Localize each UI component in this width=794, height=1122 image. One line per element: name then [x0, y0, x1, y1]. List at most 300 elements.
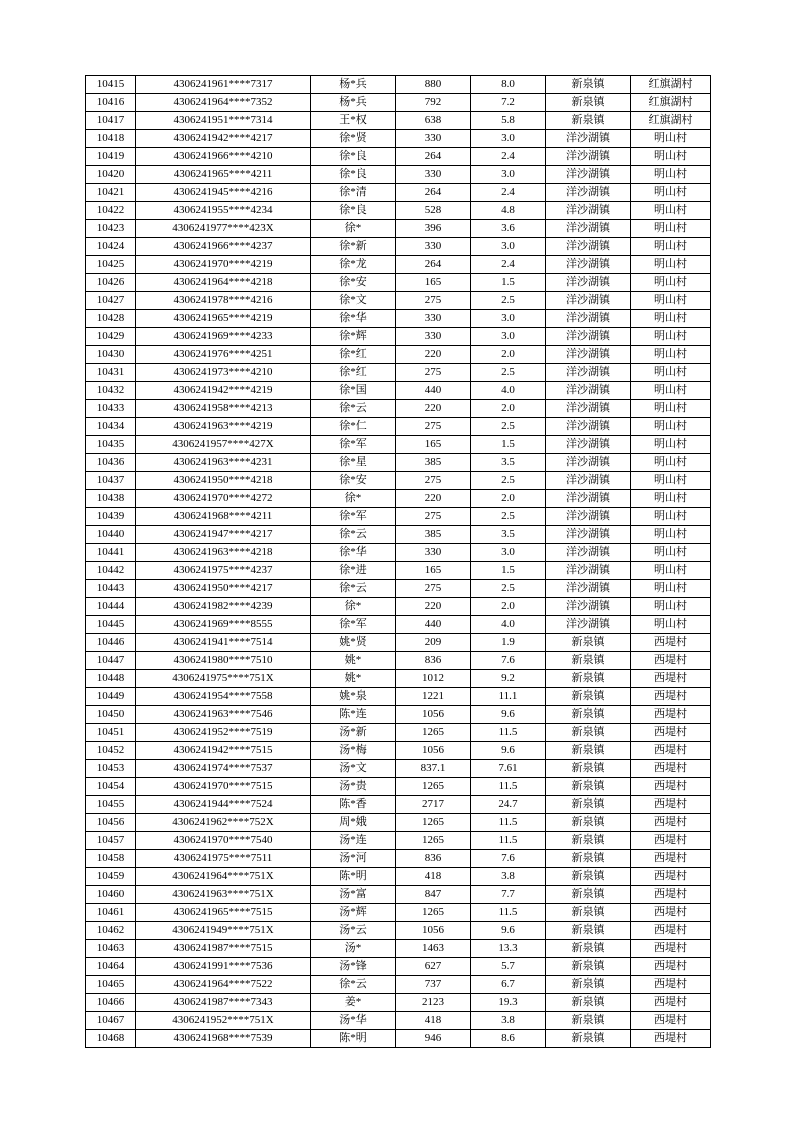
table-row: [86, 364, 711, 382]
cell-serial-number: 10431: [86, 364, 136, 382]
cell-area-value: 11.5: [471, 724, 546, 742]
cell-town: 新泉镇: [546, 1012, 631, 1030]
cell-village: 红旗湖村: [631, 112, 711, 130]
cell-village: 西堤村: [631, 670, 711, 688]
cell-village: 西堤村: [631, 796, 711, 814]
table-row: [86, 436, 711, 454]
cell-village: 明山村: [631, 328, 711, 346]
cell-amount: 1221: [396, 688, 471, 706]
cell-town: 洋沙湖镇: [546, 310, 631, 328]
cell-amount: 440: [396, 616, 471, 634]
cell-person-name: 陈*香: [311, 796, 396, 814]
cell-area-value: 11.5: [471, 832, 546, 850]
cell-id-number: 4306241945****4216: [136, 184, 311, 202]
cell-town: 洋沙湖镇: [546, 598, 631, 616]
cell-serial-number: 10415: [86, 76, 136, 94]
cell-village: 明山村: [631, 238, 711, 256]
cell-serial-number: 10464: [86, 958, 136, 976]
cell-amount: 847: [396, 886, 471, 904]
cell-amount: 1012: [396, 670, 471, 688]
cell-serial-number: 10427: [86, 292, 136, 310]
cell-town: 洋沙湖镇: [546, 292, 631, 310]
table-row: [86, 652, 711, 670]
cell-area-value: 2.5: [471, 364, 546, 382]
cell-village: 明山村: [631, 418, 711, 436]
cell-person-name: 徐*安: [311, 274, 396, 292]
cell-area-value: 2.4: [471, 256, 546, 274]
cell-town: 洋沙湖镇: [546, 274, 631, 292]
table-row: [86, 940, 711, 958]
table-row: [86, 526, 711, 544]
cell-area-value: 5.7: [471, 958, 546, 976]
table-row: [86, 94, 711, 112]
table-row: [86, 634, 711, 652]
cell-id-number: 4306241952****7519: [136, 724, 311, 742]
table-row: [86, 490, 711, 508]
cell-village: 明山村: [631, 346, 711, 364]
cell-amount: 165: [396, 562, 471, 580]
cell-serial-number: 10429: [86, 328, 136, 346]
cell-id-number: 4306241947****4217: [136, 526, 311, 544]
cell-area-value: 8.0: [471, 76, 546, 94]
cell-village: 明山村: [631, 508, 711, 526]
cell-village: 明山村: [631, 166, 711, 184]
cell-area-value: 3.0: [471, 310, 546, 328]
cell-id-number: 4306241973****4210: [136, 364, 311, 382]
cell-person-name: 徐*安: [311, 472, 396, 490]
cell-town: 洋沙湖镇: [546, 166, 631, 184]
cell-area-value: 3.0: [471, 166, 546, 184]
cell-area-value: 2.4: [471, 148, 546, 166]
cell-serial-number: 10459: [86, 868, 136, 886]
cell-amount: 330: [396, 328, 471, 346]
cell-town: 洋沙湖镇: [546, 418, 631, 436]
cell-amount: 275: [396, 418, 471, 436]
cell-town: 新泉镇: [546, 832, 631, 850]
cell-person-name: 姚*: [311, 652, 396, 670]
table-row: [86, 76, 711, 94]
cell-town: 洋沙湖镇: [546, 220, 631, 238]
cell-village: 明山村: [631, 220, 711, 238]
cell-amount: 275: [396, 364, 471, 382]
cell-village: 西堤村: [631, 652, 711, 670]
cell-serial-number: 10445: [86, 616, 136, 634]
cell-person-name: 徐*仁: [311, 418, 396, 436]
cell-person-name: 徐*军: [311, 508, 396, 526]
table-row: [86, 346, 711, 364]
cell-serial-number: 10443: [86, 580, 136, 598]
cell-serial-number: 10446: [86, 634, 136, 652]
cell-id-number: 4306241974****7537: [136, 760, 311, 778]
cell-person-name: 徐*云: [311, 580, 396, 598]
cell-person-name: 王*权: [311, 112, 396, 130]
cell-id-number: 4306241949****751X: [136, 922, 311, 940]
cell-id-number: 4306241942****4217: [136, 130, 311, 148]
table-row: [86, 616, 711, 634]
cell-person-name: 徐*贤: [311, 130, 396, 148]
cell-serial-number: 10466: [86, 994, 136, 1012]
cell-area-value: 1.5: [471, 274, 546, 292]
cell-id-number: 4306241963****4218: [136, 544, 311, 562]
cell-area-value: 1.9: [471, 634, 546, 652]
cell-area-value: 7.6: [471, 652, 546, 670]
cell-id-number: 4306241975****751X: [136, 670, 311, 688]
cell-area-value: 2.5: [471, 508, 546, 526]
cell-serial-number: 10453: [86, 760, 136, 778]
cell-person-name: 汤*新: [311, 724, 396, 742]
cell-village: 明山村: [631, 364, 711, 382]
cell-person-name: 徐*良: [311, 166, 396, 184]
table-row: [86, 598, 711, 616]
cell-person-name: 姚*: [311, 670, 396, 688]
cell-person-name: 徐*辉: [311, 328, 396, 346]
table-row: [86, 328, 711, 346]
cell-serial-number: 10419: [86, 148, 136, 166]
cell-amount: 396: [396, 220, 471, 238]
cell-id-number: 4306241969****8555: [136, 616, 311, 634]
cell-id-number: 4306241970****4272: [136, 490, 311, 508]
cell-amount: 837.1: [396, 760, 471, 778]
cell-area-value: 4.0: [471, 616, 546, 634]
table-row: [86, 670, 711, 688]
cell-serial-number: 10450: [86, 706, 136, 724]
cell-town: 新泉镇: [546, 94, 631, 112]
cell-person-name: 徐*国: [311, 382, 396, 400]
cell-person-name: 徐*良: [311, 202, 396, 220]
cell-amount: 1265: [396, 778, 471, 796]
cell-area-value: 3.0: [471, 544, 546, 562]
cell-id-number: 4306241965****7515: [136, 904, 311, 922]
cell-person-name: 徐*军: [311, 436, 396, 454]
cell-id-number: 4306241961****7317: [136, 76, 311, 94]
cell-village: 明山村: [631, 148, 711, 166]
table-row: [86, 220, 711, 238]
cell-town: 新泉镇: [546, 940, 631, 958]
cell-serial-number: 10451: [86, 724, 136, 742]
subsidy-table: [85, 75, 711, 1048]
table-row: [86, 832, 711, 850]
cell-id-number: 4306241966****4237: [136, 238, 311, 256]
cell-area-value: 9.2: [471, 670, 546, 688]
cell-area-value: 6.7: [471, 976, 546, 994]
cell-amount: 275: [396, 292, 471, 310]
cell-serial-number: 10432: [86, 382, 136, 400]
cell-village: 明山村: [631, 436, 711, 454]
table-row: [86, 418, 711, 436]
cell-amount: 264: [396, 148, 471, 166]
table-row: [86, 958, 711, 976]
cell-area-value: 19.3: [471, 994, 546, 1012]
cell-town: 洋沙湖镇: [546, 328, 631, 346]
cell-id-number: 4306241963****4219: [136, 418, 311, 436]
cell-area-value: 24.7: [471, 796, 546, 814]
cell-village: 明山村: [631, 400, 711, 418]
cell-village: 西堤村: [631, 940, 711, 958]
cell-person-name: 徐*良: [311, 148, 396, 166]
table-row: [86, 850, 711, 868]
cell-id-number: 4306241970****7515: [136, 778, 311, 796]
cell-area-value: 1.5: [471, 436, 546, 454]
cell-town: 新泉镇: [546, 688, 631, 706]
cell-person-name: 徐*星: [311, 454, 396, 472]
table-row: [86, 886, 711, 904]
cell-serial-number: 10449: [86, 688, 136, 706]
cell-amount: 275: [396, 580, 471, 598]
cell-area-value: 3.8: [471, 868, 546, 886]
cell-serial-number: 10418: [86, 130, 136, 148]
cell-area-value: 3.5: [471, 454, 546, 472]
cell-area-value: 7.61: [471, 760, 546, 778]
cell-village: 西堤村: [631, 922, 711, 940]
cell-person-name: 汤*锋: [311, 958, 396, 976]
cell-person-name: 陈*明: [311, 868, 396, 886]
cell-town: 新泉镇: [546, 652, 631, 670]
cell-amount: 275: [396, 508, 471, 526]
cell-id-number: 4306241964****751X: [136, 868, 311, 886]
cell-person-name: 徐*云: [311, 400, 396, 418]
cell-town: 新泉镇: [546, 634, 631, 652]
cell-amount: 440: [396, 382, 471, 400]
cell-village: 西堤村: [631, 760, 711, 778]
cell-person-name: 徐*: [311, 490, 396, 508]
cell-serial-number: 10447: [86, 652, 136, 670]
cell-town: 洋沙湖镇: [546, 616, 631, 634]
cell-amount: 880: [396, 76, 471, 94]
cell-village: 西堤村: [631, 778, 711, 796]
cell-village: 明山村: [631, 598, 711, 616]
cell-village: 明山村: [631, 454, 711, 472]
table-row: [86, 292, 711, 310]
cell-area-value: 9.6: [471, 706, 546, 724]
table-row: [86, 184, 711, 202]
cell-person-name: 杨*兵: [311, 76, 396, 94]
cell-serial-number: 10461: [86, 904, 136, 922]
cell-person-name: 汤*辉: [311, 904, 396, 922]
cell-id-number: 4306241978****4216: [136, 292, 311, 310]
cell-id-number: 4306241958****4213: [136, 400, 311, 418]
cell-person-name: 徐*红: [311, 364, 396, 382]
cell-id-number: 4306241982****4239: [136, 598, 311, 616]
cell-amount: 737: [396, 976, 471, 994]
cell-amount: 209: [396, 634, 471, 652]
cell-area-value: 3.6: [471, 220, 546, 238]
cell-area-value: 13.3: [471, 940, 546, 958]
cell-town: 新泉镇: [546, 922, 631, 940]
cell-person-name: 徐*华: [311, 544, 396, 562]
table-row: [86, 580, 711, 598]
cell-amount: 165: [396, 274, 471, 292]
cell-id-number: 4306241955****4234: [136, 202, 311, 220]
cell-town: 洋沙湖镇: [546, 400, 631, 418]
cell-person-name: 陈*连: [311, 706, 396, 724]
cell-serial-number: 10421: [86, 184, 136, 202]
cell-amount: 638: [396, 112, 471, 130]
cell-id-number: 4306241977****423X: [136, 220, 311, 238]
cell-id-number: 4306241991****7536: [136, 958, 311, 976]
cell-serial-number: 10435: [86, 436, 136, 454]
cell-area-value: 3.5: [471, 526, 546, 544]
cell-area-value: 3.0: [471, 130, 546, 148]
cell-person-name: 汤*富: [311, 886, 396, 904]
table-row: [86, 508, 711, 526]
cell-village: 明山村: [631, 382, 711, 400]
cell-person-name: 徐*龙: [311, 256, 396, 274]
cell-amount: 528: [396, 202, 471, 220]
cell-person-name: 汤*: [311, 940, 396, 958]
cell-id-number: 4306241987****7343: [136, 994, 311, 1012]
cell-id-number: 4306241975****7511: [136, 850, 311, 868]
cell-person-name: 徐*云: [311, 976, 396, 994]
cell-amount: 330: [396, 310, 471, 328]
cell-town: 洋沙湖镇: [546, 256, 631, 274]
cell-serial-number: 10439: [86, 508, 136, 526]
cell-town: 洋沙湖镇: [546, 562, 631, 580]
cell-town: 新泉镇: [546, 904, 631, 922]
cell-person-name: 汤*文: [311, 760, 396, 778]
table-row: [86, 562, 711, 580]
cell-area-value: 7.7: [471, 886, 546, 904]
cell-id-number: 4306241975****4237: [136, 562, 311, 580]
table-row: [86, 1030, 711, 1048]
cell-area-value: 7.2: [471, 94, 546, 112]
cell-person-name: 汤*华: [311, 1012, 396, 1030]
table-row: [86, 760, 711, 778]
cell-area-value: 11.5: [471, 814, 546, 832]
cell-amount: 836: [396, 850, 471, 868]
cell-serial-number: 10425: [86, 256, 136, 274]
cell-amount: 330: [396, 130, 471, 148]
table-row: [86, 274, 711, 292]
cell-village: 西堤村: [631, 724, 711, 742]
cell-id-number: 4306241941****7514: [136, 634, 311, 652]
cell-person-name: 徐*云: [311, 526, 396, 544]
cell-area-value: 2.5: [471, 580, 546, 598]
cell-serial-number: 10462: [86, 922, 136, 940]
cell-town: 洋沙湖镇: [546, 148, 631, 166]
cell-village: 西堤村: [631, 994, 711, 1012]
cell-amount: 946: [396, 1030, 471, 1048]
cell-id-number: 4306241964****7352: [136, 94, 311, 112]
cell-village: 明山村: [631, 184, 711, 202]
cell-area-value: 4.0: [471, 382, 546, 400]
cell-town: 洋沙湖镇: [546, 472, 631, 490]
cell-village: 西堤村: [631, 1030, 711, 1048]
cell-town: 洋沙湖镇: [546, 490, 631, 508]
cell-village: 西堤村: [631, 958, 711, 976]
cell-town: 新泉镇: [546, 850, 631, 868]
cell-serial-number: 10457: [86, 832, 136, 850]
table-row: [86, 814, 711, 832]
cell-town: 洋沙湖镇: [546, 544, 631, 562]
cell-person-name: 徐*清: [311, 184, 396, 202]
cell-town: 新泉镇: [546, 886, 631, 904]
cell-id-number: 4306241964****7522: [136, 976, 311, 994]
cell-town: 新泉镇: [546, 796, 631, 814]
cell-person-name: 徐*红: [311, 346, 396, 364]
table-row: [86, 868, 711, 886]
table-body: [86, 76, 711, 1048]
cell-person-name: 陈*明: [311, 1030, 396, 1048]
cell-serial-number: 10423: [86, 220, 136, 238]
table-row: [86, 742, 711, 760]
cell-amount: 1056: [396, 922, 471, 940]
cell-id-number: 4306241942****4219: [136, 382, 311, 400]
cell-area-value: 11.1: [471, 688, 546, 706]
cell-serial-number: 10440: [86, 526, 136, 544]
cell-amount: 2123: [396, 994, 471, 1012]
cell-person-name: 汤*连: [311, 832, 396, 850]
table-row: [86, 706, 711, 724]
cell-id-number: 4306241962****752X: [136, 814, 311, 832]
cell-serial-number: 10468: [86, 1030, 136, 1048]
cell-town: 洋沙湖镇: [546, 526, 631, 544]
cell-serial-number: 10458: [86, 850, 136, 868]
table-row: [86, 544, 711, 562]
cell-village: 明山村: [631, 274, 711, 292]
data-table-region: [85, 75, 711, 1048]
cell-area-value: 2.0: [471, 598, 546, 616]
cell-village: 明山村: [631, 292, 711, 310]
cell-area-value: 2.0: [471, 346, 546, 364]
cell-amount: 330: [396, 166, 471, 184]
cell-village: 明山村: [631, 526, 711, 544]
cell-serial-number: 10433: [86, 400, 136, 418]
cell-person-name: 姜*: [311, 994, 396, 1012]
cell-person-name: 徐*华: [311, 310, 396, 328]
cell-person-name: 周*娥: [311, 814, 396, 832]
cell-amount: 792: [396, 94, 471, 112]
cell-amount: 1265: [396, 832, 471, 850]
cell-town: 洋沙湖镇: [546, 454, 631, 472]
cell-amount: 1056: [396, 742, 471, 760]
cell-id-number: 4306241950****4217: [136, 580, 311, 598]
cell-id-number: 4306241970****7540: [136, 832, 311, 850]
table-row: [86, 130, 711, 148]
cell-serial-number: 10436: [86, 454, 136, 472]
cell-person-name: 徐*军: [311, 616, 396, 634]
cell-id-number: 4306241980****7510: [136, 652, 311, 670]
cell-serial-number: 10452: [86, 742, 136, 760]
cell-serial-number: 10442: [86, 562, 136, 580]
cell-area-value: 7.6: [471, 850, 546, 868]
table-row: [86, 166, 711, 184]
cell-id-number: 4306241968****7539: [136, 1030, 311, 1048]
cell-village: 西堤村: [631, 904, 711, 922]
cell-town: 新泉镇: [546, 868, 631, 886]
cell-town: 新泉镇: [546, 958, 631, 976]
cell-id-number: 4306241968****4211: [136, 508, 311, 526]
cell-area-value: 2.0: [471, 400, 546, 418]
cell-village: 西堤村: [631, 832, 711, 850]
table-row: [86, 688, 711, 706]
cell-serial-number: 10417: [86, 112, 136, 130]
cell-id-number: 4306241957****427X: [136, 436, 311, 454]
cell-serial-number: 10424: [86, 238, 136, 256]
cell-serial-number: 10460: [86, 886, 136, 904]
cell-serial-number: 10422: [86, 202, 136, 220]
cell-town: 洋沙湖镇: [546, 382, 631, 400]
table-row: [86, 724, 711, 742]
cell-serial-number: 10426: [86, 274, 136, 292]
cell-id-number: 4306241954****7558: [136, 688, 311, 706]
table-row: [86, 1012, 711, 1030]
cell-id-number: 4306241950****4218: [136, 472, 311, 490]
table-row: [86, 382, 711, 400]
table-row: [86, 976, 711, 994]
cell-id-number: 4306241952****751X: [136, 1012, 311, 1030]
cell-id-number: 4306241963****4231: [136, 454, 311, 472]
cell-person-name: 徐*文: [311, 292, 396, 310]
